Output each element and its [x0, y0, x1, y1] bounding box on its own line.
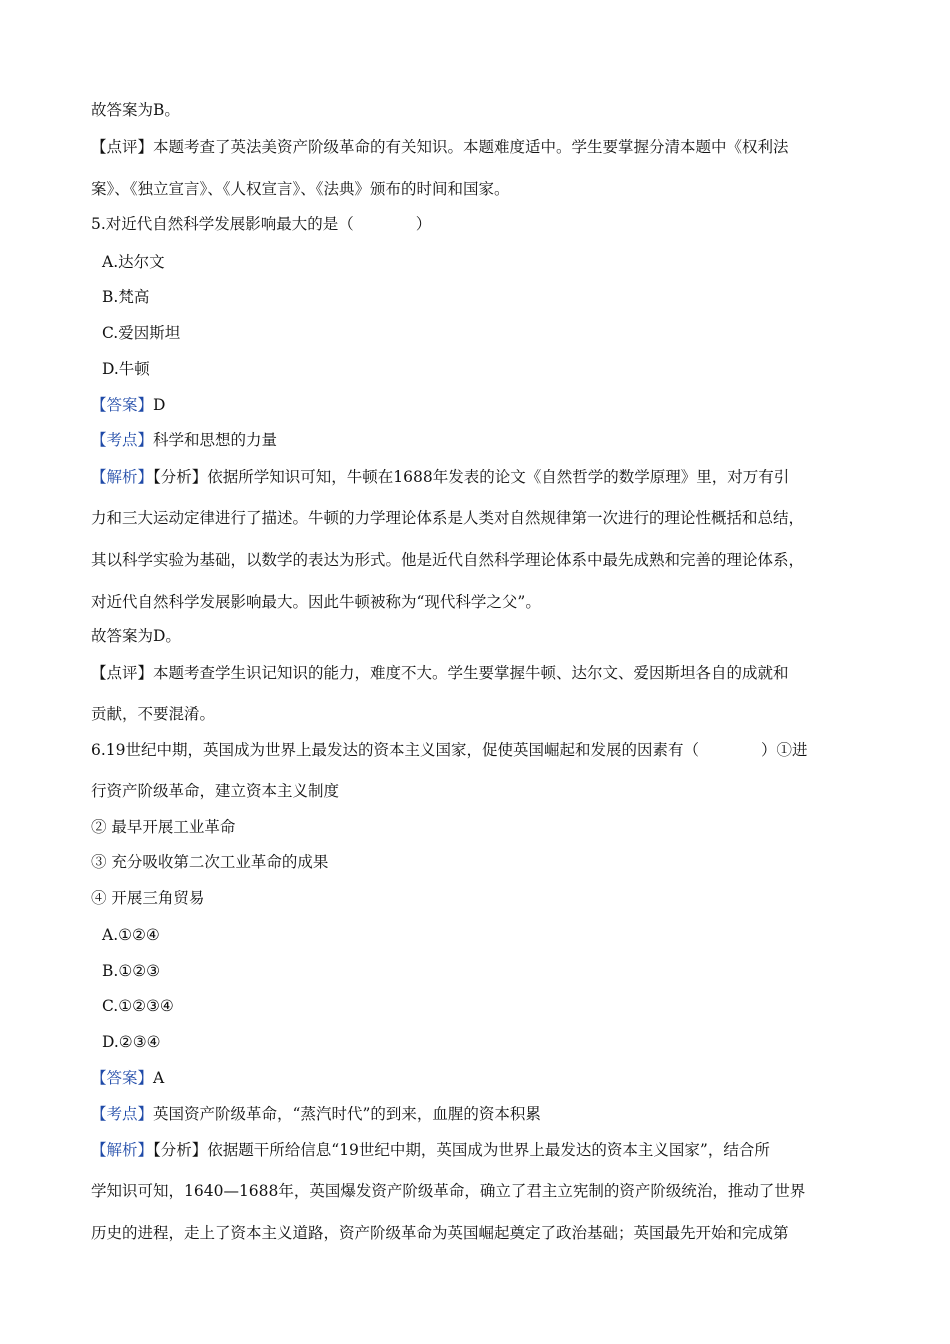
- option-a-text: A.达尔文: [102, 253, 165, 271]
- answer-tag: 【答案】: [91, 1069, 154, 1087]
- comment-text: 贡献，不要混淆。: [91, 705, 216, 723]
- question-5-answer: [91, 395, 871, 415]
- question-6-analysis-line-2: [91, 1181, 871, 1201]
- question-6-item-3: [91, 852, 871, 872]
- option-c-text: C.①②③④: [102, 997, 174, 1015]
- comment-tag: 【点评】: [91, 664, 154, 682]
- comment-line: [91, 137, 871, 157]
- knowledge-point-tag: 【考点】: [91, 431, 154, 449]
- comment-text-continued: 案》、《独立宣言》、《人权宣言》、《法典》颁布的时间和国家。: [91, 180, 510, 198]
- question-6-text: 行资产阶级革命，建立资本主义制度: [91, 782, 340, 800]
- analysis-text: 学知识可知，1640—1688年，英国爆发资产阶级革命，确立了君主立宪制的资产阶级统治，推动了世界: [91, 1182, 806, 1200]
- option-a-text: A.①②④: [102, 926, 160, 944]
- question-5-analysis-line-2: [91, 508, 871, 528]
- question-5-option-a: [102, 252, 882, 272]
- answer-value: D: [153, 396, 166, 414]
- analysis-text: 其以科学实验为基础，以数学的表达为形式。他是近代自然科学理论体系中最先成熟和完善的理论体系，: [91, 551, 805, 569]
- answer-value: A: [153, 1069, 165, 1087]
- question-5-option-b: [102, 287, 882, 307]
- question-6-analysis-line-3: [91, 1223, 871, 1243]
- comment-tag: 【点评】: [91, 138, 154, 156]
- analysis-text: 力和三大运动定律进行了描述。牛顿的力学理论体系是人类对自然规律第一次进行的理论性概括和总结，: [91, 509, 805, 527]
- question-6-option-b: [102, 961, 882, 981]
- analysis-tag: 【解析】: [91, 1141, 154, 1159]
- answer-line: [91, 100, 871, 120]
- option-c-text: C.爱因斯坦: [102, 324, 181, 342]
- answer-tag: 【答案】: [91, 396, 154, 414]
- analysis-text: 【分析】依据所学知识可知，牛顿在1688年发表的论文《自然哲学的数学原理》里，对万有引: [153, 468, 790, 486]
- question-5-comment-line-1: [91, 663, 871, 683]
- question-6-option-d: [102, 1032, 882, 1052]
- question-5-analysis-line-1: [91, 467, 871, 487]
- item-text: ④ 开展三角贸易: [91, 889, 205, 907]
- knowledge-point-text: 英国资产阶级革命，“蒸汽时代”的到来，血腥的资本积累: [153, 1105, 541, 1123]
- question-6-option-c: [102, 996, 882, 1016]
- comment-line-continued: [91, 179, 871, 199]
- question-5-comment-line-2: [91, 704, 871, 724]
- comment-text: 本题考查学生识记知识的能力，难度不大。学生要掌握牛顿、达尔文、爱因斯坦各自的成就和: [153, 664, 789, 682]
- question-5-text: 5.对近代自然科学发展影响最大的是（ ）: [91, 215, 432, 233]
- final-answer-text: 故答案为D。: [91, 627, 181, 645]
- analysis-text: 对近代自然科学发展影响最大。因此牛顿被称为“现代科学之父”。: [91, 593, 541, 611]
- item-text: ③ 充分吸收第二次工业革命的成果: [91, 853, 329, 871]
- question-5-knowledge-point: [91, 430, 871, 450]
- question-5-analysis-line-4: [91, 592, 871, 612]
- question-6-text: 6.19世纪中期，英国成为世界上最发达的资本主义国家，促使英国崛起和发展的因素有（ ）①进: [91, 741, 808, 759]
- knowledge-point-tag: 【考点】: [91, 1105, 154, 1123]
- question-5-stem: [91, 214, 871, 234]
- question-6-answer: [91, 1068, 871, 1088]
- analysis-tag: 【解析】: [91, 468, 154, 486]
- question-6-knowledge-point: [91, 1104, 871, 1124]
- question-6-option-a: [102, 925, 882, 945]
- analysis-text: 【分析】依据题干所给信息“19世纪中期，英国成为世界上最发达的资本主义国家”，结合所: [153, 1141, 770, 1159]
- question-6-analysis-line-1: [91, 1140, 871, 1160]
- comment-text: 本题考查了英法美资产阶级革命的有关知识。本题难度适中。学生要掌握分清本题中《权利法: [153, 138, 789, 156]
- question-5-option-d: [102, 359, 882, 379]
- item-text: ② 最早开展工业革命: [91, 818, 236, 836]
- question-5-final-answer: [91, 626, 871, 646]
- question-6-item-2: [91, 817, 871, 837]
- question-5-analysis-line-3: [91, 550, 871, 570]
- option-d-text: D.②③④: [102, 1033, 161, 1051]
- answer-text: 故答案为B。: [91, 101, 180, 119]
- knowledge-point-text: 科学和思想的力量: [153, 431, 278, 449]
- question-6-stem-line-2: [91, 781, 871, 801]
- analysis-text: 历史的进程，走上了资本主义道路，资产阶级革命为英国崛起奠定了政治基础；英国最先开始和完成第: [91, 1224, 789, 1242]
- question-5-option-c: [102, 323, 882, 343]
- question-6-stem-line-1: [91, 740, 871, 760]
- option-b-text: B.①②③: [102, 962, 161, 980]
- option-b-text: B.梵高: [102, 288, 150, 306]
- question-6-item-4: [91, 888, 871, 908]
- option-d-text: D.牛顿: [102, 360, 150, 378]
